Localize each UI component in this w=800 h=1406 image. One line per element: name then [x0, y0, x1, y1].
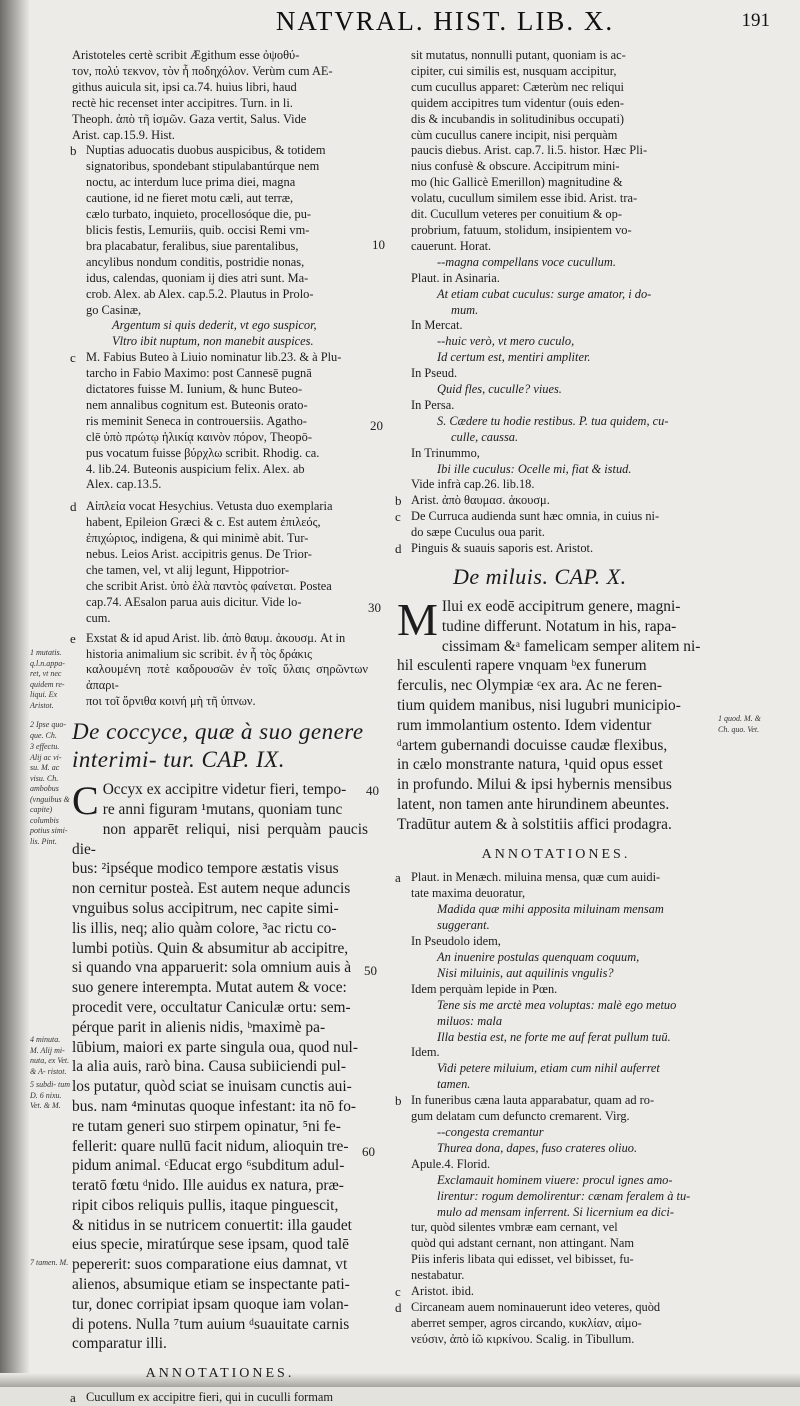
- annotation-line: githus auicula sit, ipsi ca.74. huius libri, haud: [72, 79, 297, 94]
- annotation-text: Arist. ἀπὸ θαυμασ. ἀκουσμ.: [411, 493, 550, 508]
- annotation-line: [397, 886, 715, 902]
- right-opening-annotation: [397, 48, 715, 255]
- annotation-a-cucullum: [72, 1390, 368, 1406]
- annotation-line: cum cucullus apparet: Cæterùm nec reliqui: [411, 79, 624, 94]
- line-number-20: 20: [370, 418, 383, 433]
- citation-line: In Trinummo,: [411, 445, 480, 460]
- annotation-line: [397, 1252, 715, 1268]
- annotation-line: pus vocatum fuisse βύρχλω scribit. Rhodig. ca.: [86, 445, 320, 460]
- annotation-line: historia animalium sic scribit. ἐν ἦ τὸς δράκις: [86, 646, 313, 661]
- annotation-line: volatu, cucullum similem esse ibid. Arist. tra-: [411, 191, 638, 206]
- annotation-line: cum.: [86, 610, 111, 625]
- annotation-text: lirentur: rogum demolirentur: cænam feralem à tu-: [437, 1188, 691, 1203]
- body-text-line: in profundo. Milui & ipsi hybernis mensibus: [397, 776, 672, 794]
- annotation-key: a: [395, 870, 401, 886]
- annotation-line: 4. lib.24. Buteonis auspicium felix. Alex. ab: [86, 461, 305, 476]
- annotation-b: [72, 143, 368, 318]
- margin-note: 2 Ipse quo- que. Ch.: [30, 720, 66, 740]
- annotation-text: tate maxima deuoratur,: [411, 886, 526, 901]
- body-text-line: pidum animal. ᶜEducat ergo ⁶subditum adul-: [72, 1157, 345, 1175]
- body-text-line: tium quidem manibus, nisi lugubri municipio-: [397, 696, 681, 714]
- annotation-line: [397, 1061, 715, 1077]
- annotation-line: Arist. cap.15.9. Hist.: [72, 127, 175, 142]
- annotation-text: miluos: mala: [437, 1013, 503, 1028]
- right-annotations: [397, 870, 715, 1347]
- annotation-text: Apule.4. Florid.: [411, 1156, 491, 1171]
- body-text-line: lumbi potiùs. Quin & absumitur ab accipitre,: [72, 939, 349, 957]
- margin-note: 3 effectu. Alij ac vi- su. M. ac visu. Ch. ambobus (vnguibus & capite) columbis potius simi- lis. Pint.: [30, 742, 70, 846]
- verse-line: Id certum est, mentiri ampliter.: [437, 350, 591, 365]
- annotation-key: d: [395, 1299, 402, 1315]
- annotation-key: d: [70, 499, 77, 515]
- body-text-line: ripit cibos reliquis pullis, itaque pinguescit,: [72, 1196, 339, 1214]
- annotation-text: Madida quæ mihi apposita miluinam mensam: [437, 902, 664, 917]
- line-number-10: 10: [372, 237, 385, 252]
- annotation-b: [397, 1093, 715, 1109]
- annotation-line: [397, 1141, 715, 1157]
- annotation-line: [397, 902, 715, 918]
- gutter-shadow: [0, 0, 30, 1387]
- annotation-line: clē ὑπὸ πρώτῳ ἡλικίᾳ καινὸν πόρον, Theopō-: [86, 429, 312, 444]
- body-text-line: rum immolantium ostento. Idem videntur: [397, 716, 652, 734]
- annotation-line: habent, Epileion Græci & c. Est autem ἐπιλεός,: [86, 515, 321, 530]
- body-text-line: bus. nam ⁴minutas quoque infestant: ita nō fo-: [72, 1097, 357, 1115]
- annotation-text: nestabatur.: [411, 1268, 465, 1283]
- verse-line: Ibi ille cuculus: Ocelle mi, fiat & istud.: [437, 461, 632, 476]
- annotation-line: τον, πολύ τεκνον, τὸν ἦ ποδηχόλον. Verùm cum AE-: [72, 63, 333, 78]
- body-text-line: eius specie, miratúrque sese ipsam, quod talē: [72, 1236, 349, 1254]
- body-text-line: pepererit: suos comparatione eius damnat, vt: [72, 1256, 348, 1274]
- annotation-line: bra placabatur, feralibus, siue parentalibus,: [86, 238, 299, 253]
- annotation-b-verse: [72, 318, 368, 350]
- margin-note: 4 minuta. M. Alij mi- nuta, ex Vet. & A- ristot.: [30, 1035, 70, 1076]
- annotation-text: νεύσιν, ἀπὸ ἰῶ κιρκίνου. Scalig. in Tibullum.: [411, 1331, 635, 1346]
- annotation-line: ποι τοῖ ὄρνιθα κοινή μὴ τῆ ὑπνων.: [86, 694, 256, 709]
- running-title: NATVRAL. HIST. LIB. X.: [275, 6, 615, 36]
- body-text-line: tudine differunt. Notatum in his, rapa-: [441, 617, 677, 635]
- annotation-key: c: [70, 350, 76, 366]
- verse-line: Quid fles, cuculle? viues.: [437, 382, 562, 397]
- annotation-text: gum delatam cum defuncto cremarent. Virg.: [411, 1109, 630, 1124]
- annotation-line: [397, 1109, 715, 1125]
- annotation-line: [397, 934, 715, 950]
- annotation-key: c: [395, 509, 401, 525]
- annotation-line: [397, 966, 715, 982]
- annotation-key: e: [70, 630, 76, 646]
- annotation-line: [397, 918, 715, 934]
- annotation-line: [397, 1173, 715, 1189]
- annotation-line: quidem accipitres tum videntur (ouis eden-: [411, 95, 624, 110]
- annotation-line: ancylibus nondum conditis, postridie nonas,: [86, 254, 305, 269]
- annotation-text: mulo ad mensam inferrent. Si licernium ea dici-: [437, 1204, 674, 1219]
- annotation-d: [397, 541, 715, 557]
- annotation-continued: [397, 525, 715, 541]
- annotation-text: In Pseudolo idem,: [411, 934, 501, 949]
- annotation-text: De Curruca audienda sunt hæc omnia, in cuius ni-: [411, 509, 660, 524]
- body-text-line: non cernitur posteà. Est autem neque aduncis: [72, 880, 351, 898]
- annotation-text: Exclamauit hominem viuere: procul ignes amo-: [437, 1172, 673, 1187]
- annotation-text: Pinguis & suauis saporis est. Aristot.: [411, 541, 594, 556]
- annotation-line: che tamen, vel, vt alij legunt, Hippotrior-: [86, 563, 290, 577]
- citation-line: Plaut. in Asinaria.: [411, 270, 500, 285]
- annotation-text: do sæpe Cuculus oua parit.: [411, 525, 545, 540]
- annotation-line: [397, 1125, 715, 1141]
- annotations-b-c-d: [397, 493, 715, 557]
- body-text-line: Tradūtur autem & à solstitiis affici prodagra.: [397, 815, 672, 833]
- annotation-line: rectè hic recenset inter accipitres. Turn. in li.: [72, 95, 293, 110]
- body-text-line: alienos, absumique etiam se inspectante pati-: [72, 1276, 350, 1294]
- line-number-60: 60: [362, 1144, 375, 1159]
- annotation-line: Alex. cap.13.5.: [86, 477, 162, 492]
- body-text-line: vnguibus solus accipitrum, nec capite simi-: [72, 899, 339, 917]
- line-number-50: 50: [364, 963, 377, 978]
- body-text-line: si quando vna apparuerit: sola omnium auis à: [72, 959, 352, 977]
- annotation-c: [397, 509, 715, 525]
- annotation-text: Thurea dona, dapes, fuso crateres oliuo.: [437, 1140, 638, 1155]
- annotation-text: quòd qui adstant cernant, non attingant. Nam: [411, 1236, 634, 1251]
- body-text-line: Ilui ex eodē accipitrum genere, magni-: [441, 598, 681, 615]
- annotation-text: Vidi petere miluium, etiam cum nihil auferret: [437, 1061, 660, 1076]
- annotations-heading-left: ANNOTATIONES.: [145, 1366, 295, 1382]
- body-text-line: bus: ²ipséque modico tempore æstatis visus: [72, 860, 339, 878]
- body-text-line: latent, non tamen ante hirundinem abeuntes.: [397, 795, 670, 813]
- annotation-line: [397, 1332, 715, 1348]
- citation-line: In Pseud.: [411, 366, 458, 381]
- annotation-line: Exstat & id apud Arist. lib. ἀπὸ θαυμ. ἀκουσμ. At in: [86, 630, 346, 645]
- citation-line: In Persa.: [411, 397, 455, 412]
- annotation-key: c: [395, 1284, 401, 1300]
- annotation-line: [397, 1205, 715, 1221]
- annotation-line: blicis festis, Lemuriis, quib. occisi Remi vm-: [86, 222, 310, 237]
- verse-line: --magna compellans voce cucullum.: [437, 254, 616, 269]
- line-number-30: 30: [368, 600, 381, 615]
- body-text-line: & nitidus in se nutricem conuertit: illa gaudet: [72, 1216, 352, 1234]
- annotation-line: noctu, ac interdum luce prima diei, magna: [86, 175, 296, 190]
- verse-line: mum.: [451, 302, 479, 317]
- body-text-line: re tutam generi suo stirpem opinatur, ⁵ni fe-: [72, 1117, 341, 1135]
- annotation-text: Illa bestia est, ne forte me auf ferat pullum tuū.: [437, 1029, 671, 1044]
- annotation-line: che scribit Arist. ὑπὸ ἐλὰ παντὸς φαίνεται. Postea: [86, 578, 332, 593]
- annotation-text: Circaneam auem nominauerunt ideo veteres, quòd: [411, 1299, 661, 1314]
- body-text-line: in cælo monstrante natura, ¹quid opus esset: [397, 756, 663, 774]
- annotation-line: tarcho in Fabio Maximo: post Cannesē pugnā: [86, 366, 312, 381]
- annotation-line: [397, 1014, 715, 1030]
- annotation-line: cautione, id ne fieret motu cæli, aut terræ,: [86, 191, 294, 206]
- annotation-a: [397, 870, 715, 886]
- annotation-key: d: [395, 541, 402, 557]
- citation-line: Vide infrà cap.26. lib.18.: [411, 477, 535, 492]
- annotation-line: cauerunt. Horat.: [411, 238, 492, 253]
- annotation-line: M. Fabius Buteo à Liuio nominatur lib.23. & à Plu-: [86, 350, 342, 365]
- annotation-line: [397, 1220, 715, 1236]
- margin-note: 1 mutatis. q.l.n.appa- ret, vt nec quidem re- liqui. Ex Aristot.: [30, 648, 65, 710]
- body-text-line: non apparēt reliqui, nisi perquàm paucis die-: [72, 820, 368, 858]
- annotation-line: dictatores fuisse M. Iunium, & hunc Buteo-: [86, 382, 303, 397]
- annotation-line: Aristoteles certè scribit Ægithum esse ὀψοθύ-: [72, 48, 300, 62]
- annotation-line: [397, 1077, 715, 1093]
- body-text-line: fellerit: quare nullū facit nidum, alioquin tre-: [72, 1137, 349, 1155]
- margin-note: 7 tamen. M.: [30, 1258, 69, 1267]
- annotation-c: [397, 1284, 715, 1300]
- right-column: [397, 48, 715, 1348]
- annotation-key: b: [70, 143, 77, 159]
- annotation-line: [397, 1157, 715, 1173]
- verse-line: culle, caussa.: [451, 429, 519, 444]
- body-text-line: la alia auis, rarò bina. Causa subiiciendi pul-: [72, 1058, 346, 1076]
- annotation-line: nem annalibus cognitum est. Buteonis orato-: [86, 397, 308, 412]
- annotations-heading-right: ANNOTATIONES.: [481, 846, 631, 862]
- annotation-text: An inuenire postulas quenquam coquum,: [437, 950, 640, 964]
- body-text-line: suo genere interempta. Mutat autem & voce:: [72, 979, 347, 997]
- annotation-line: crob. Alex. ab Alex. cap.5.2. Plautus in Prolo-: [86, 286, 314, 301]
- body-text-line: lis illis, neq; alio quàm colore, ³ac rictu co-: [72, 919, 337, 937]
- annotation-line: paucis diebus. Arist. cap.7. li.5. histor. Hæc Pli-: [411, 143, 648, 158]
- body-text-line: di potens. Nulla ⁷tum auium ᵈsuauitate carnis: [72, 1315, 350, 1333]
- annotation-a-quotes: [397, 255, 715, 494]
- annotation-text: Aristot. ibid.: [411, 1284, 474, 1299]
- page-number: 191: [741, 10, 770, 31]
- verse-line: Argentum si quis dederit, vt ego suspicor,: [112, 318, 317, 333]
- annotation-text: suggerant.: [437, 918, 490, 933]
- verse-line: --huic verò, vt mero cuculo,: [437, 334, 575, 349]
- verse-line: Vltro ibit nuptum, non manebit auspices.: [112, 334, 314, 349]
- annotation-line: sit mutatus, nonnulli putant, quoniam is ac-: [411, 48, 626, 62]
- annotation-line: [397, 950, 715, 966]
- annotation-line: cap.74. AEsalon parua auis dicitur. Vide lo-: [86, 594, 302, 609]
- annotation-line: καλουμένη ποτὲ καδρουσῶν ἐν τοῖς ὕλαις σηρῶντων ἀπαρι-: [86, 662, 368, 693]
- body-text-line: teratō fœtu ᵈnido. Ille auidus ex natura, præ-: [72, 1177, 344, 1195]
- annotation-line: [397, 1268, 715, 1284]
- annotation-line: dit. Cucullum veteres per conuitium & op-: [411, 207, 622, 222]
- verse-line: S. Cædere tu hodie restibus. P. tua quidem, cu-: [437, 413, 669, 428]
- annotation-line: nebus. Leios Arist. accipitris genus. De Trior-: [86, 547, 312, 562]
- annotation-line: Nuptias aduocatis duobus auspicibus, & totidem: [86, 143, 326, 158]
- annotation-text: Cucullum ex accipitre fieri, qui in cuculli formam: [86, 1390, 334, 1405]
- chapter-title-x: De miluis. CAP. X.: [453, 564, 627, 589]
- body-text-line: hil esculenti rapere vnquam ᵇex funerum: [397, 657, 647, 675]
- body-text-line: Occyx ex accipitre videtur fieri, tempo-: [102, 781, 347, 799]
- annotation-key: b: [395, 493, 402, 509]
- body-text-line: comparatur illi.: [72, 1335, 167, 1353]
- annotation-line: nius confusè & obscure. Accipitrum mini-: [411, 159, 620, 174]
- annotation-text: aberret semper, agros circando, κυκλίαν, αἱμο-: [411, 1315, 642, 1330]
- annotation-text: Nisi miluinis, aut aquilinis vngulis?: [437, 965, 614, 980]
- body-text-line: ᵈartem gubernandi docuisse caudæ flexibus,: [397, 736, 668, 754]
- annotation-text: Idem.: [411, 1045, 440, 1060]
- margin-note: 5 subdi- tum D. 6 nixu. Vet. & M.: [30, 1080, 70, 1110]
- annotation-text: Piis inferis libata qui edisset, vel bibisset, fu-: [411, 1252, 634, 1267]
- body-text-line: tur, donec corripiat ipsam quoque iam volan-: [72, 1295, 349, 1313]
- chapter-title-ix: De coccyce, quæ à suo genere interimi- tur. CAP. IX.: [72, 719, 364, 773]
- annotation-line: go Casinæ,: [86, 302, 142, 317]
- body-text-line: ferculis, nec Olympiæ ᶜex ara. Ac ne feren-: [397, 677, 663, 695]
- body-text-line: los putatur, quòd sciat se inuisam cunctis aui-: [72, 1078, 352, 1096]
- annotation-key: a: [70, 1390, 76, 1406]
- annotation-text: Idem perquàm lepide in Pœn.: [411, 981, 558, 996]
- annotation-line: dis & incubandis in solitudinibus occupati): [411, 111, 625, 126]
- annotation-line: [397, 1316, 715, 1332]
- annotation-c: [72, 350, 368, 493]
- annotation-line: [397, 1189, 715, 1205]
- body-text-line: cissimam &ᵃ famelicam semper alitem ni-: [441, 637, 701, 655]
- body-text-line: re anni figuram ¹mutans, quoniam tunc: [102, 800, 343, 818]
- annotation-line: [397, 982, 715, 998]
- verse-line: At etiam cubat cuculus: surge amator, i do-: [437, 286, 652, 301]
- annotation-key: b: [395, 1093, 402, 1109]
- annotation-line: [397, 1236, 715, 1252]
- drop-cap-m: M: [397, 594, 438, 645]
- citation-line: In Mercat.: [411, 318, 463, 333]
- annotation-text: tamen.: [437, 1077, 471, 1092]
- line-number-40: 40: [366, 783, 379, 798]
- annotation-d: [397, 1300, 715, 1316]
- annotation-b: [397, 493, 715, 509]
- annotation-line: cælo turbato, inquieto, procellosóque die, pu-: [86, 207, 312, 222]
- chapter-ix-text: [72, 780, 368, 1354]
- annotation-text: Plaut. in Menæch. miluina mensa, quæ cum auidi-: [411, 870, 661, 885]
- annotation-line: Αἰπλεία vocat Hesychius. Vetusta duo exemplaria: [86, 499, 333, 514]
- annotation-line: mo (hic Gallicè Emerillon) magnitudine &: [411, 175, 623, 190]
- annotation-text: Tene sis me arctè mea voluptas: malè ego metuo: [437, 997, 677, 1012]
- left-opening-annotation: [72, 48, 368, 143]
- annotation-text: --congesta cremantur: [437, 1124, 544, 1139]
- annotation-line: signatoribus, spondebant stipulabantúrque nem: [86, 159, 320, 174]
- left-column: [72, 48, 368, 1406]
- annotation-line: ris meminit Seneca in controuersiis. Agatho-: [86, 413, 307, 428]
- annotation-e: [72, 631, 368, 711]
- annotation-text: tur, quòd silentes vmbræ eam cernant, vel: [411, 1220, 618, 1235]
- body-text-line: procedit vere, occultatur Caniculæ ortu: sem-: [72, 998, 351, 1016]
- drop-cap-c: C: [72, 778, 99, 824]
- annotation-line: [397, 1045, 715, 1061]
- annotation-text: In funeribus cæna lauta apparabatur, quam ad ro-: [411, 1093, 655, 1108]
- annotation-line: probrium, fatuum, stolidum, insipientem vo-: [411, 222, 632, 237]
- chapter-x-text: [397, 594, 715, 835]
- annotation-line: ἐπιχώριος, indigena, & qui minimè abit. Tur-: [86, 531, 309, 546]
- annotation-line: [397, 1030, 715, 1046]
- annotation-line: [397, 998, 715, 1014]
- annotation-line: cùm cucullus canere incipit, nisi perquàm: [411, 127, 618, 142]
- annotation-line: cipiter, cui similis est, nusquam accipitur,: [411, 63, 617, 78]
- annotation-line: idus, calendas, quoniam ij dies atri sunt. Ma-: [86, 270, 309, 285]
- margin-note: 1 quod. M. & Ch. quo. Vet.: [718, 714, 761, 734]
- body-text-line: pérque parit in alienis nidis, ᵇmaximè pa-: [72, 1018, 326, 1036]
- annotation-d: [72, 499, 368, 626]
- body-text-line: lūbium, maiori ex parte singula oua, quod nul-: [72, 1038, 358, 1056]
- annotation-line: Theoph. ἀπὸ τῆ ἰσμῶν. Gaza vertit, Salus. Vide: [72, 111, 307, 126]
